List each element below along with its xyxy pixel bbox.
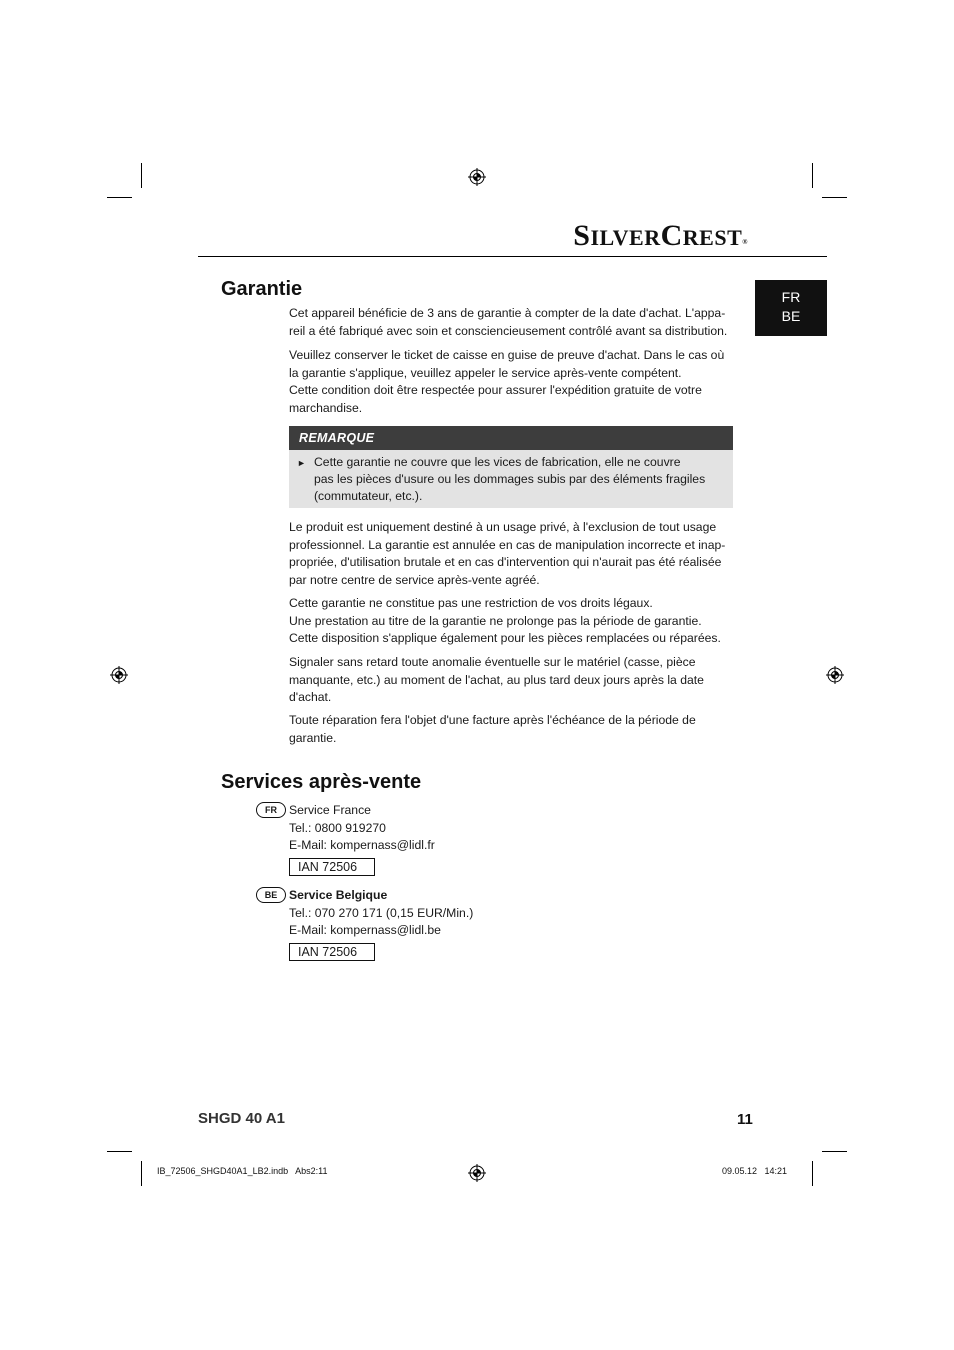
text-line: garantie. bbox=[289, 730, 337, 745]
text-line: Cette garantie ne constitue pas une restriction de vos droits légaux. bbox=[289, 596, 653, 610]
text-line: Veuillez conserver le ticket de caisse en guise de preuve d'achat. Dans le cas où bbox=[289, 348, 725, 362]
model-number: SHGD 40 A1 bbox=[198, 1110, 285, 1127]
badge-fr: FR bbox=[256, 802, 286, 818]
garantie-para-1 bbox=[289, 305, 733, 340]
crop-mark bbox=[107, 197, 132, 198]
section-title-services: Services après-vente bbox=[221, 771, 422, 793]
service-belgique bbox=[289, 887, 473, 961]
language-tab bbox=[755, 280, 827, 336]
page-number: 11 bbox=[737, 1111, 753, 1128]
service-email: E-Mail: kompernass@lidl.be bbox=[289, 923, 441, 937]
language-be: BE bbox=[781, 308, 801, 324]
text-line: Cette garantie ne couvre que les vices de fabrication, elle ne couvre bbox=[314, 455, 681, 469]
header-rule bbox=[198, 256, 827, 257]
text-line: Toute réparation fera l'objet d'une facture après l'échéance de la période de bbox=[289, 713, 696, 727]
bullet-arrow-icon: ► bbox=[297, 458, 306, 468]
registration-mark-icon bbox=[826, 666, 844, 684]
brand-silver: ILVER bbox=[590, 225, 661, 250]
service-phone: Tel.: 070 270 171 (0,15 EUR/Min.) bbox=[289, 905, 474, 920]
crop-mark bbox=[141, 1161, 142, 1186]
crop-mark bbox=[822, 197, 847, 198]
text-line: Cette disposition s'applique également pour les pièces remplacées ou réparées. bbox=[289, 631, 721, 645]
text-line: (commutateur, etc.). bbox=[314, 489, 423, 503]
text-line: professionnel. La garantie est annulée en cas de manipulation incorrecte et inap- bbox=[289, 537, 726, 552]
service-email: E-Mail: kompernass@lidl.fr bbox=[289, 838, 435, 852]
crop-mark bbox=[812, 163, 813, 188]
brand-crest: REST bbox=[682, 225, 743, 250]
remark-body bbox=[289, 450, 733, 505]
service-name: Service France bbox=[289, 803, 371, 817]
remark-box bbox=[289, 426, 733, 508]
text-line: Signaler sans retard toute anomalie éventuelle sur le matériel (casse, pièce bbox=[289, 655, 696, 669]
crop-mark bbox=[141, 163, 142, 188]
service-france bbox=[289, 802, 435, 876]
ian-box: IAN 72506 bbox=[289, 858, 375, 876]
text-line: reil a été fabriqué avec soin et consciencieusement contrôlé avant sa distribution. bbox=[289, 323, 728, 338]
registration-mark-icon bbox=[468, 1164, 486, 1182]
print-file-info: IB_72506_SHGD40A1_LB2.indb Abs2:11 bbox=[157, 1166, 328, 1176]
text-line: Cette condition doit être respectée pour assurer l'expédition gratuite de votre bbox=[289, 383, 702, 397]
text-line: Une prestation au titre de la garantie ne prolonge pas la période de garantie. bbox=[289, 613, 702, 628]
garantie-para-3 bbox=[289, 519, 733, 589]
crop-mark bbox=[822, 1151, 847, 1152]
remark-title: REMARQUE bbox=[289, 426, 733, 450]
text-line: Cet appareil bénéficie de 3 ans de garantie à compter de la date d'achat. L'appa- bbox=[289, 306, 726, 320]
garantie-para-2 bbox=[289, 347, 733, 417]
text-line: la garantie s'applique, veuillez appeler le service après-vente compétent. bbox=[289, 365, 682, 380]
garantie-para-5 bbox=[289, 654, 733, 707]
service-phone: Tel.: 0800 919270 bbox=[289, 820, 386, 835]
text-line: Le produit est uniquement destiné à un usage privé, à l'exclusion de tout usage bbox=[289, 520, 717, 534]
text-line: propriée, d'utilisation brutale et en cas d'intervention qui n'aurait pas été réalisée bbox=[289, 555, 722, 569]
crop-mark bbox=[812, 1161, 813, 1186]
language-fr: FR bbox=[781, 289, 801, 305]
registration-mark-icon bbox=[468, 168, 486, 186]
brand-logo: SILVERCREST® bbox=[573, 219, 748, 252]
garantie-para-6 bbox=[289, 712, 733, 747]
text-line: pas les pièces d'usure ou les dommages subis par des éléments fragiles bbox=[314, 472, 706, 486]
section-title-garantie: Garantie bbox=[221, 278, 303, 300]
badge-be: BE bbox=[256, 887, 286, 903]
text-line: par notre centre de service après-vente agréé. bbox=[289, 572, 540, 587]
garantie-para-4 bbox=[289, 595, 733, 648]
crop-mark bbox=[107, 1151, 132, 1152]
registration-mark-icon bbox=[110, 666, 128, 684]
ian-box: IAN 72506 bbox=[289, 943, 375, 961]
text-line: d'achat. bbox=[289, 690, 332, 704]
text-line: marchandise. bbox=[289, 400, 363, 415]
registered-mark: ® bbox=[742, 238, 748, 246]
service-name: Service Belgique bbox=[289, 888, 388, 902]
print-date-info: 09.05.12 14:21 bbox=[722, 1166, 788, 1176]
text-line: manquante, etc.) au moment de l'achat, au plus tard deux jours après la date bbox=[289, 672, 704, 687]
